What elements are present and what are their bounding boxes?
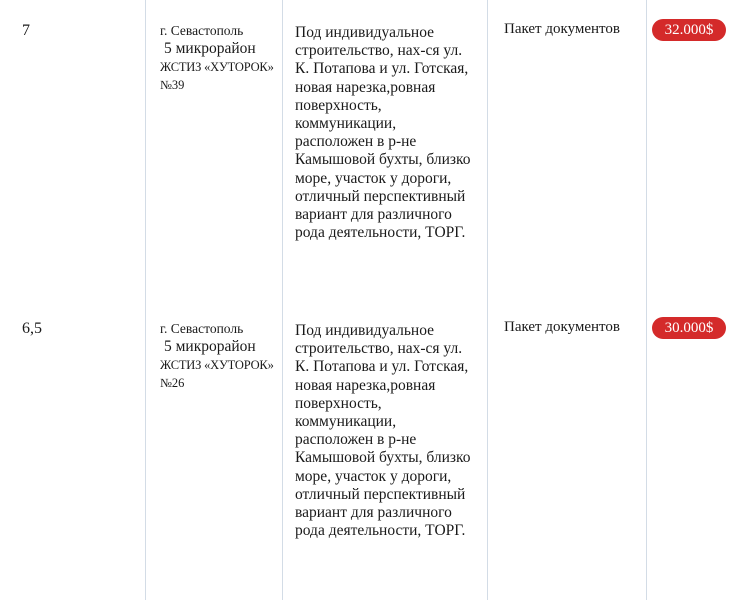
description-cell: Под индивидуальное строительство, нах-ся ул. К. Потапова и ул. Готская, новая нарезка,ровная поверхность, коммуникации, расположен в р-не Камышовой бухты, близко море, участок у дороги, отличный перспективный вариант для различного рода деятельности, ТОРГ. bbox=[295, 24, 471, 242]
location-cell bbox=[160, 22, 282, 94]
column-divider bbox=[487, 0, 488, 600]
location-cooperative: ЖСТИЗ «ХУТОРОК» bbox=[160, 358, 274, 372]
area-cell: 7 bbox=[22, 22, 30, 39]
location-city: г. Севастополь bbox=[160, 321, 244, 336]
location-district: 5 микрорайон bbox=[164, 40, 256, 57]
location-city: г. Севастополь bbox=[160, 23, 244, 38]
location-plot: №39 bbox=[160, 78, 185, 92]
location-plot: №26 bbox=[160, 376, 185, 390]
price-badge: 32.000$ bbox=[652, 19, 726, 41]
location-district: 5 микрорайон bbox=[164, 338, 256, 355]
area-cell: 6,5 bbox=[22, 320, 42, 337]
location-cooperative: ЖСТИЗ «ХУТОРОК» bbox=[160, 60, 274, 74]
column-divider bbox=[282, 0, 283, 600]
column-divider bbox=[145, 0, 146, 600]
description-cell: Под индивидуальное строительство, нах-ся ул. К. Потапова и ул. Готская, новая нарезка,ровная поверхность, коммуникации, расположен в р-не Камышовой бухты, близко море, участок у дороги, отличный перспективный вариант для различного рода деятельности, ТОРГ. bbox=[295, 322, 471, 540]
price-badge: 30.000$ bbox=[652, 317, 726, 339]
column-divider bbox=[646, 0, 647, 600]
documents-cell: Пакет документов bbox=[504, 319, 620, 335]
location-cell bbox=[160, 320, 282, 392]
documents-cell: Пакет документов bbox=[504, 21, 620, 37]
